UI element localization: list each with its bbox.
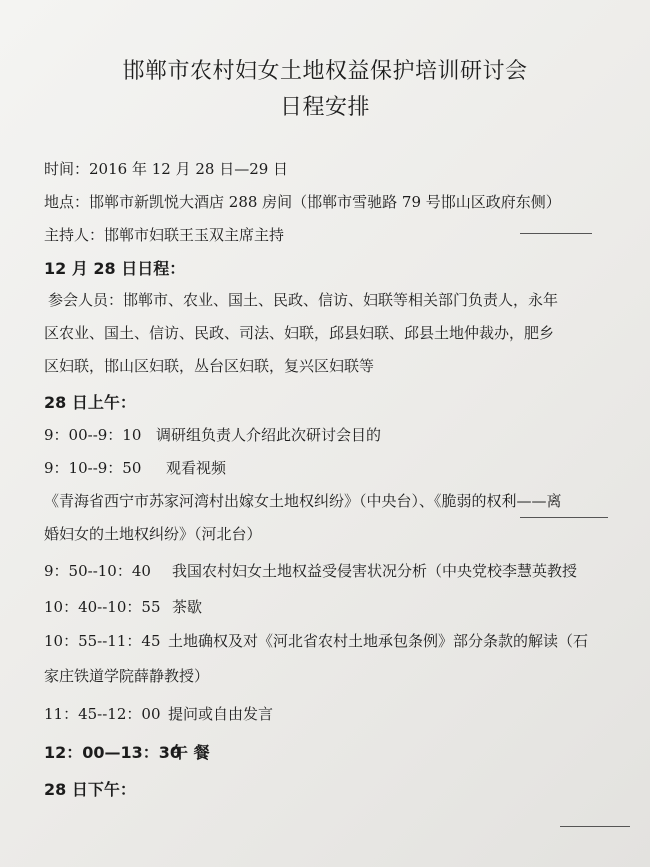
schedule-time: 9：50--10：40 (44, 562, 151, 580)
continued-line: 家庄铁道学院薛静教授） (44, 667, 210, 685)
schedule-desc: 土地确权及对《河北省农村土地承包条例》部分条款的解读（石 (168, 632, 589, 650)
attendees-line-2: 区农业、国土、信访、民政、司法、妇联，邱县妇联、邱县土地仲裁办，肥乡 (44, 324, 555, 342)
schedule-desc: 茶歇 (172, 598, 203, 616)
schedule-desc: 提问或自由发言 (168, 705, 274, 723)
day1-heading: 12 月 28 日日程： (44, 259, 186, 278)
morning-heading: 28 日上午： (44, 393, 136, 412)
schedule-time: 10：40--10：55 (44, 598, 161, 616)
schedule-row (44, 630, 588, 651)
schedule-desc: 我国农村妇女土地权益受侵害状况分析（中央党校李慧英教授 (172, 562, 578, 580)
attendees-line-3: 区妇联，邯山区妇联，丛台区妇联，复兴区妇联等 (44, 357, 375, 375)
schedule-time: 11：45--12：00 (44, 705, 161, 723)
lunch-row (44, 740, 210, 763)
schedule-row (44, 457, 226, 478)
schedule-time: 9：10--9：50 (44, 459, 142, 477)
document-subtitle: 日程安排 (279, 95, 370, 120)
pen-mark (520, 233, 592, 234)
video-line-2: 婚妇女的土地权纠纷》（河北台） (44, 525, 262, 543)
afternoon-heading: 28 日下午： (44, 780, 136, 799)
schedule-row (44, 424, 381, 445)
host-line: 主持人：邯郸市妇联王玉双主席主持 (44, 226, 285, 244)
place-line: 地点：邯郸市新凯悦大酒店 288 房间（邯郸市雪驰路 79 号邯山区政府东侧） (44, 193, 561, 211)
document-title: 邯郸市农村妇女土地权益保护培训研讨会 (122, 59, 528, 84)
schedule-desc: 调研组负责人介绍此次研讨会目的 (156, 426, 382, 444)
schedule-time: 9：00--9：10 (44, 426, 142, 444)
time-line: 时间：2016 年 12 月 28 日—29 日 (44, 160, 289, 178)
schedule-time: 12：00—13：30 (44, 743, 182, 762)
pen-mark (560, 826, 630, 827)
schedule-time: 10：55--11：45 (44, 632, 161, 650)
schedule-row (44, 596, 202, 617)
schedule-row (44, 560, 577, 581)
schedule-row (44, 703, 273, 724)
schedule-desc: 观看视频 (166, 459, 227, 477)
video-line-1: 《青海省西宁市苏家河湾村出嫁女土地权纠纷》（中央台）、《脆弱的权利——离 (44, 492, 562, 510)
attendees-line-1: 参会人员：邯郸市、农业、国土、民政、信访、妇联等相关部门负责人，永年 (48, 291, 559, 309)
schedule-desc: 午 餐 (172, 743, 210, 762)
pen-mark (520, 517, 608, 518)
